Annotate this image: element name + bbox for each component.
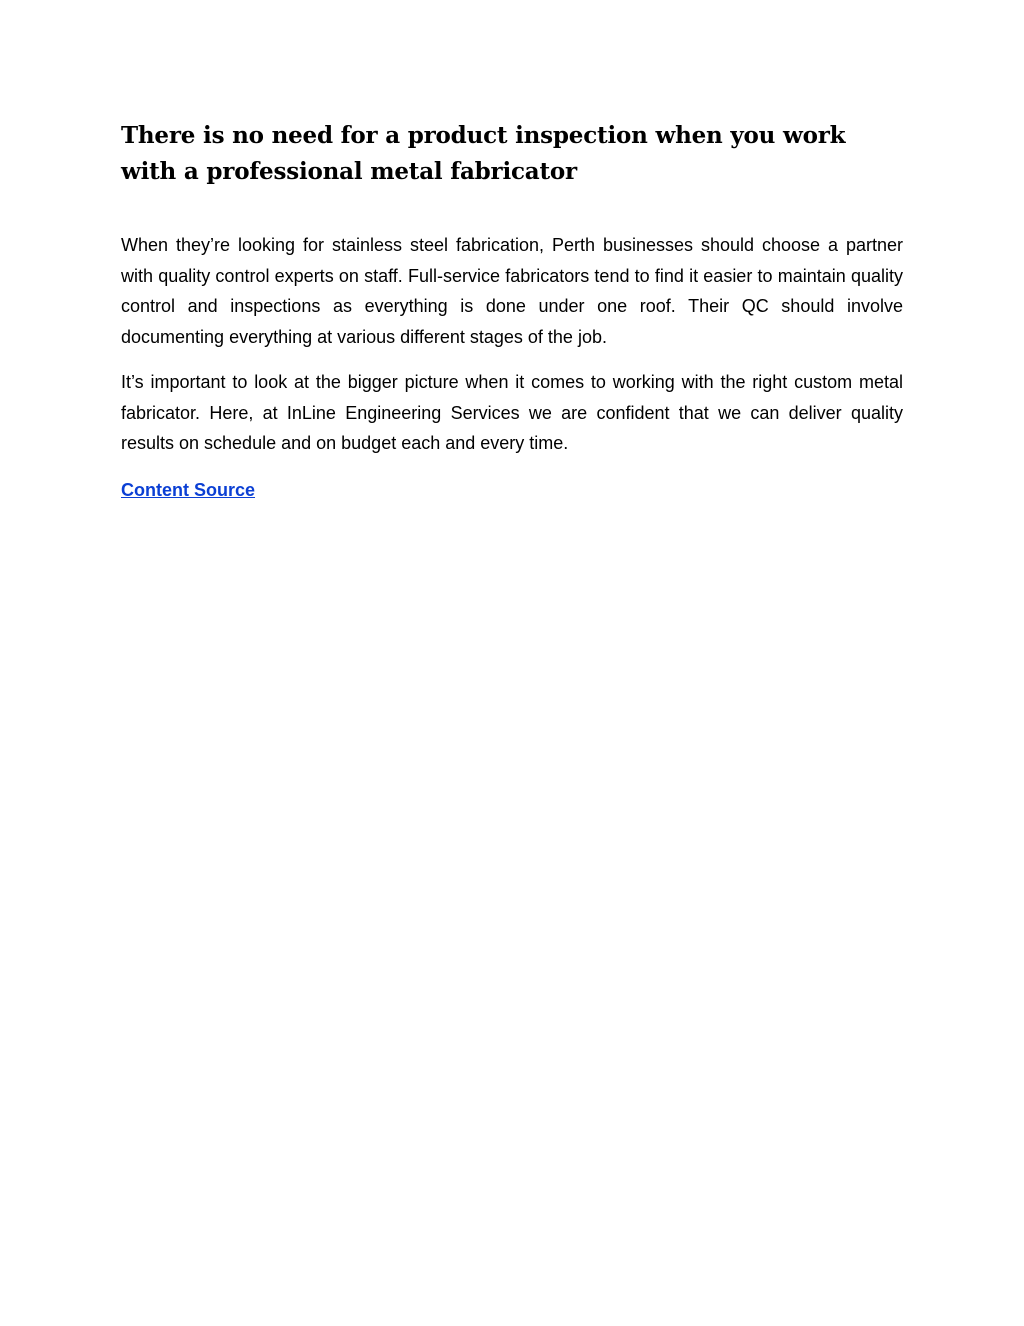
paragraph-bigger-picture: It’s important to look at the bigger picture when it comes to working with the right custom metal fabricator. Here, at InLine Engineering Services we are confident that we can deliver quality results on schedule and on budget each and every time. (121, 372, 903, 453)
document-content (121, 118, 903, 505)
paragraph-quality-control: When they’re looking for stainless steel fabrication, Perth businesses should choose a partner with quality control experts on staff. Full-service fabricators tend to find it easier to maintain quality control and inspections as everything is done under one roof. Their QC should involve documenting everything at various different stages of the job. (121, 235, 903, 347)
content-source-link[interactable]: Content Source (121, 479, 256, 500)
document-title: There is no need for a product inspection when you work with a professional metal fabricator (121, 122, 846, 185)
